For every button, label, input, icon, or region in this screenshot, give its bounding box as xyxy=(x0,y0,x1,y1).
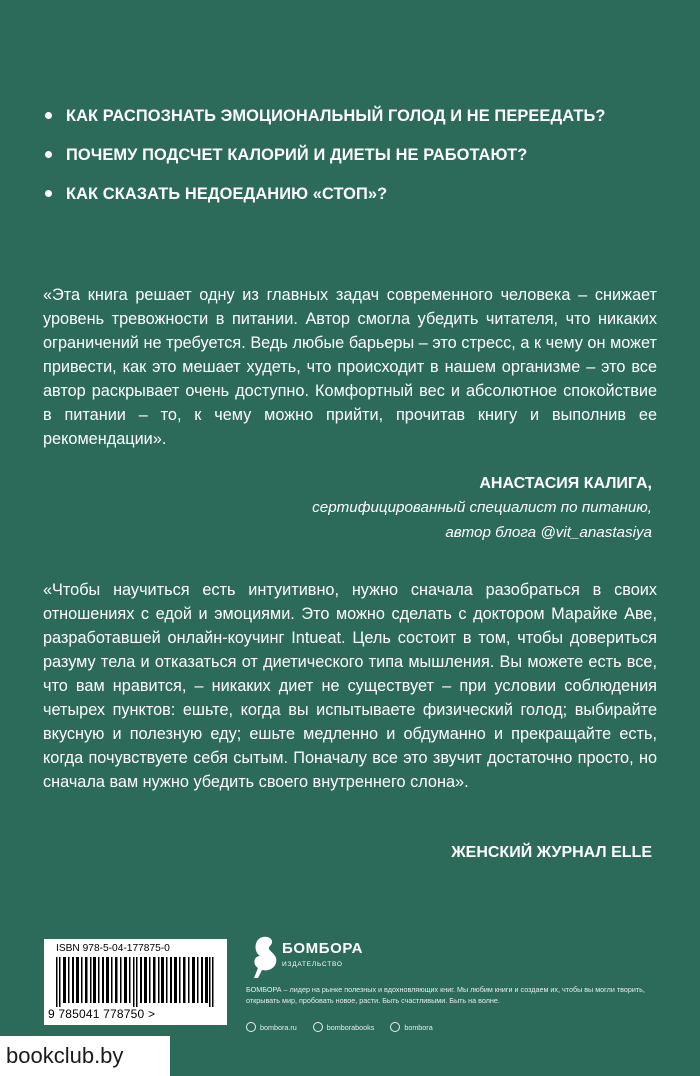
question-item xyxy=(43,106,663,126)
globe-icon xyxy=(246,1022,256,1032)
publisher-about: БОМБОРА – лидер на рынке полезных и вдохновляющих книг. Мы любим книги и создаем их, чтобы вы могли творить, открывать мир, пробовать новое, расти. Быть счастливыми. Быть на волне. xyxy=(246,985,645,1005)
publisher-socials xyxy=(246,1022,433,1032)
review-author-2 xyxy=(451,842,652,864)
question-text: КАК РАСПОЗНАТЬ ЭМОЦИОНАЛЬНЫЙ ГОЛОД И НЕ ПЕРЕЕДАТЬ? xyxy=(66,107,606,125)
social-instagram[interactable] xyxy=(313,1022,375,1032)
social-vk[interactable] xyxy=(390,1022,432,1032)
barcode-label xyxy=(44,939,227,1025)
review-author-1 xyxy=(312,473,652,545)
author-name: АНАСТАСИЯ КАЛИГА, xyxy=(479,475,652,492)
bullet-icon xyxy=(45,190,52,197)
publisher-sub: ИЗДАТЕЛЬСТВО xyxy=(282,961,343,968)
isbn-text: ISBN 978-5-04-177875-0 xyxy=(56,943,170,954)
barcode-number: 9 785041 778750 > xyxy=(48,1007,156,1021)
author-name: ЖЕНСКИЙ ЖУРНАЛ ELLE xyxy=(451,844,652,861)
review-quote-2: «Чтобы научиться есть интуитивно, нужно сначала разобраться в своих отношениях с едой и эмоциями. Это можно сделать с доктором Марайке Аве, разработавшей онлайн-коучинг Intueat. Цель состоит в том, чтобы довериться разуму тела и отказаться от диетического типа мышления. Вы можете есть все, что вам нравится, – никаких диет не существует – при условии соблюдения четырех пунктов: ешьте, когда вы испытываете физический голод; выбирайте вкусную и полезную еду; ешьте медленно и обдуманно и прекращайте есть, когда почувствуете себя сытым. Поначалу все это звучит достаточно просто, но сначала вам нужно убедить своего внутреннего слона». xyxy=(43,581,657,791)
social-label: bombora xyxy=(404,1022,433,1032)
key-questions-list xyxy=(43,106,663,223)
vk-icon xyxy=(390,1022,400,1032)
publisher-name: БОМБОРА xyxy=(282,940,364,957)
site-watermark: bookclub.by xyxy=(0,1036,170,1076)
review-quote-1: «Эта книга решает одну из главных задач современного человека – снижает уровень тревожности в питании. Автор смогла убедить читателя, что никаких ограничений не требуется. Ведь любые барьеры – это стресс, а к чему он может привести, как это мешает худеть, что происходит в нашем организме – это все автор раскрывает очень доступно. Комфортный вес и абсолютное спокойствие в питании – то, к чему можно прийти, прочитав книгу и выполнив ее рекомендации». xyxy=(43,286,657,448)
question-text: КАК СКАЗАТЬ НЕДОЕДАНИЮ «СТОП»? xyxy=(66,185,388,203)
bullet-icon xyxy=(45,151,52,158)
author-blog: автор блога @vit_anastasiya xyxy=(445,524,652,541)
author-role: сертифицированный специалист по питанию, xyxy=(312,499,652,516)
question-item xyxy=(43,145,663,165)
instagram-icon xyxy=(313,1022,323,1032)
barcode-bars xyxy=(56,957,214,1007)
question-text: ПОЧЕМУ ПОДСЧЕТ КАЛОРИЙ И ДИЕТЫ НЕ РАБОТАЮТ? xyxy=(66,146,528,164)
social-website[interactable] xyxy=(246,1022,297,1032)
bullet-icon xyxy=(45,112,52,119)
question-item xyxy=(43,184,663,204)
social-label: bombora.ru xyxy=(260,1022,297,1032)
social-label: bomborabooks xyxy=(326,1022,375,1032)
